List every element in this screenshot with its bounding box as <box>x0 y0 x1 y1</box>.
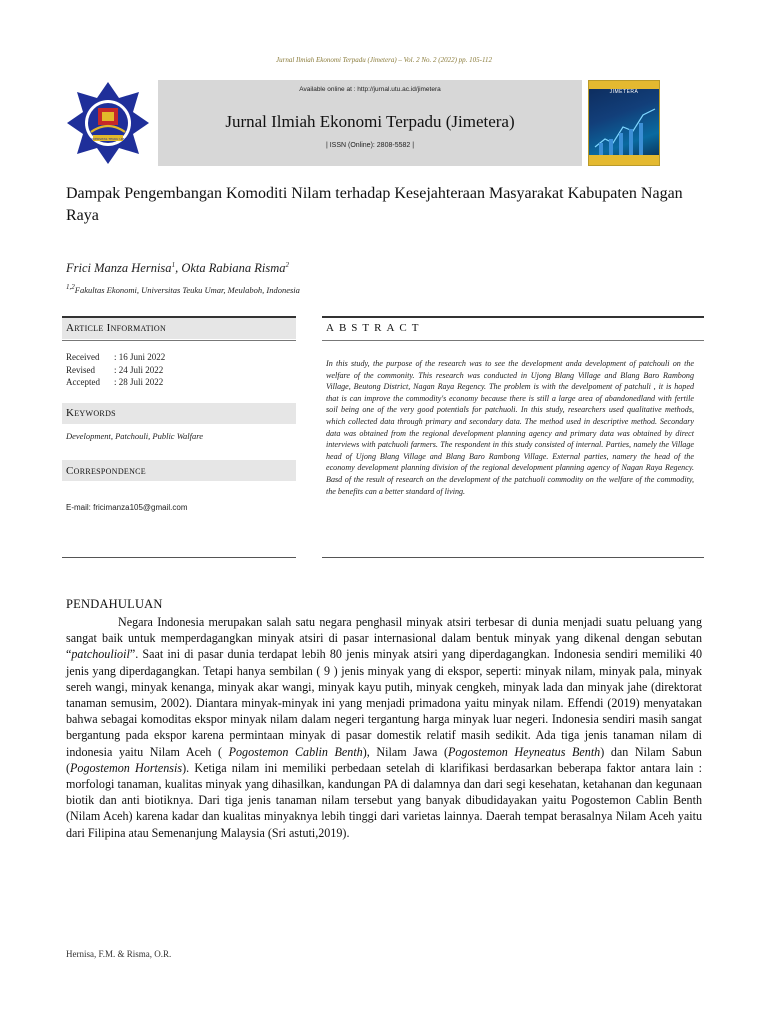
correspondence-heading: Correspondence <box>66 465 146 477</box>
date-label: Received <box>66 352 100 362</box>
journal-name: Jurnal Ilmiah Ekonomi Terpadu (Jimetera) <box>225 112 515 131</box>
keywords-text: Development, Patchouli, Public Walfare <box>66 431 203 441</box>
divider <box>322 340 704 341</box>
author-name: Frici Manza Hernisa <box>66 261 172 276</box>
journal-banner <box>158 80 582 166</box>
correspondence-email: E-mail: fricimanza105@gmail.com <box>66 503 188 512</box>
body-paragraph: Negara Indonesia merupakan salah satu negara penghasil minyak atsiri terbesar di dunia menjadi suatu peluang yang sangat baik untuk memperdagangkan minyak atsiri di pasar internasional dalam bentuk minyak yang dikenal dengan sebutan “patchoulioil”. Saat ini di pasar dunia terdapat lebih 80 jenis minyak atsiri yang diperdagangkan. Indonesia sendiri memiliki 40 jenis yang diperdagangkan. Tetapi hanya sembilan ( 9 ) jenis minyak yang di ekspor, seperti: minyak nilam, minyak pala, minyak sereh wangi, minyak kenanga, minyak akar wangi, minyak kayu putih, minyak cengkeh, minyak lada dan minyak jahe (direktorat tanaman semusim, 2002). Diantara minyak-minyak ini yang menjadi primadona yaitu minyak nilam. Effendi (2019) menyatakan bahwa sebagai komoditas ekspor minyak nilam dalam negeri tergantung harga minyak luar negeri. Indonesia sendiri masih sangat bergantung pada ekspor karena permintaan minyak di pasar domestik relatif masih sedikit. Ada tiga jenis tanaman nilam di indonesia yaitu Nilam Aceh ( Pogostemon Cablin Benth), Nilam Jawa (Pogostemon Heyneatus Benth) dan Nilam Sabun (Pogostemon Hortensis). Ketiga nilam ini memiliki perbedaan setelah di klarifikasi berdasarkan beberapa faktor antara lain : morfologi tanaman, kualitas minyak yang dihasilkan, kandungan PA di dalamnya dan dari segi kesehatan, ketahanan dan kegunaan biotik dan anti biotiknya. Dari tiga jenis tanaman nilam tersebut yang banyak dibudidayakan yaitu Pogostemon Cablin Benth (Nilam Aceh) karena kadar dan kualitas minyaknya lebih tinggi dari varietas lainnya. Daerah tempat berasalnya Nilam Aceh yaitu dari Filipina atau Semenanjung Malaysia (Sri astuti,2019). <box>66 615 702 840</box>
keywords-heading: Keywords <box>66 407 116 419</box>
author-name: Okta Rabiana Risma <box>181 261 286 276</box>
running-head: Jurnal Ilmiah Ekonomi Terpadu (Jimetera) – Vol. 2 No. 2 (2022) pp. 105-112 <box>275 56 492 64</box>
cover-graph-icon <box>589 81 660 166</box>
italic-term: patchoulioil <box>71 647 130 662</box>
journal-cover-image <box>588 80 660 166</box>
article-dates <box>66 351 165 389</box>
cover-title: JIMETERA <box>609 89 639 95</box>
date-label: Revised <box>66 364 95 375</box>
date-label: Accepted <box>66 377 100 387</box>
section-title: PENDAHULUAN <box>66 597 163 611</box>
affiliation-superscript: 1,2 <box>66 283 75 291</box>
available-online-text: Available online at : http://jurnal.utu.ac.id/jimetera <box>299 86 441 93</box>
accepted-date: : 28 Juli 2022 <box>114 377 164 387</box>
received-date: : 16 Juni 2022 <box>114 352 166 362</box>
divider <box>62 340 296 341</box>
logo-text: UNIVERSITAS TEUKU UMAR <box>87 137 129 141</box>
author-superscript: 2 <box>285 261 289 269</box>
species-name: Pogostemon Heyneatus Benth <box>448 744 601 759</box>
abstract-text: In this study, the purpose of the research was to see the development anda development of patchouli on the welfare of the commonity. This research was conducted in Ujong Blang Village and Blang Baro Rambong Village, Beutong District, Nagan Raya Regency. The problem is with the develpoment of patchuli , it is hoped that is can improve the commodity's economy because there is still a large area of abandonedland with fertile soil being one of the very good potentials for patchuoli. In this study, researchers used qualitative methods, which collected data through primary and secondary data. The method used in descriptive method. Secondary data was obtained from the regional development planning agency and primary data was obtained by direct interviews with patchuoli farmers. The respondent in this study consisted of internal. Parties, namely the Village head of Ujong Blang Village and Blang Baro Rambong Village. External parties, namery the head of the economy development planning division of the regional development planning agency of Nagan Raya Regency. Basd of the result of research on the development of the patchuoli commodity on the welfare of the commodity, the benefits can a better standard of living. <box>326 359 694 496</box>
divider <box>322 316 704 318</box>
author-superscript: 1 <box>171 261 176 269</box>
article-info-heading: Article Information <box>66 322 167 334</box>
page-footer: Hernisa, F.M. & Risma, O.R. <box>66 949 172 959</box>
divider <box>322 557 704 558</box>
issn-text: | ISSN (Online): 2808-5582 | <box>325 142 415 149</box>
divider <box>62 557 296 558</box>
affiliation <box>66 283 300 295</box>
species-name: Pogostemon Hortensis <box>70 760 183 775</box>
revised-date: : 24 Juli 2022 <box>114 364 164 375</box>
species-name: Pogostemon Cablin Benth <box>228 744 363 759</box>
university-logo <box>62 80 154 166</box>
article-title: Dampak Pengembangan Komoditi Nilam terhadap Kesejahteraan Masyarakat Kabupaten Nagan Raya <box>66 185 683 224</box>
university-emblem-icon <box>65 80 151 166</box>
author-line <box>66 261 289 276</box>
affiliation-text: Fakultas Ekonomi, Universitas Teuku Umar, Meulaboh, Indonesia <box>74 284 300 295</box>
author-separator: , <box>175 261 182 276</box>
journal-masthead <box>62 80 706 166</box>
abstract-heading: ABSTRACT <box>326 322 424 334</box>
